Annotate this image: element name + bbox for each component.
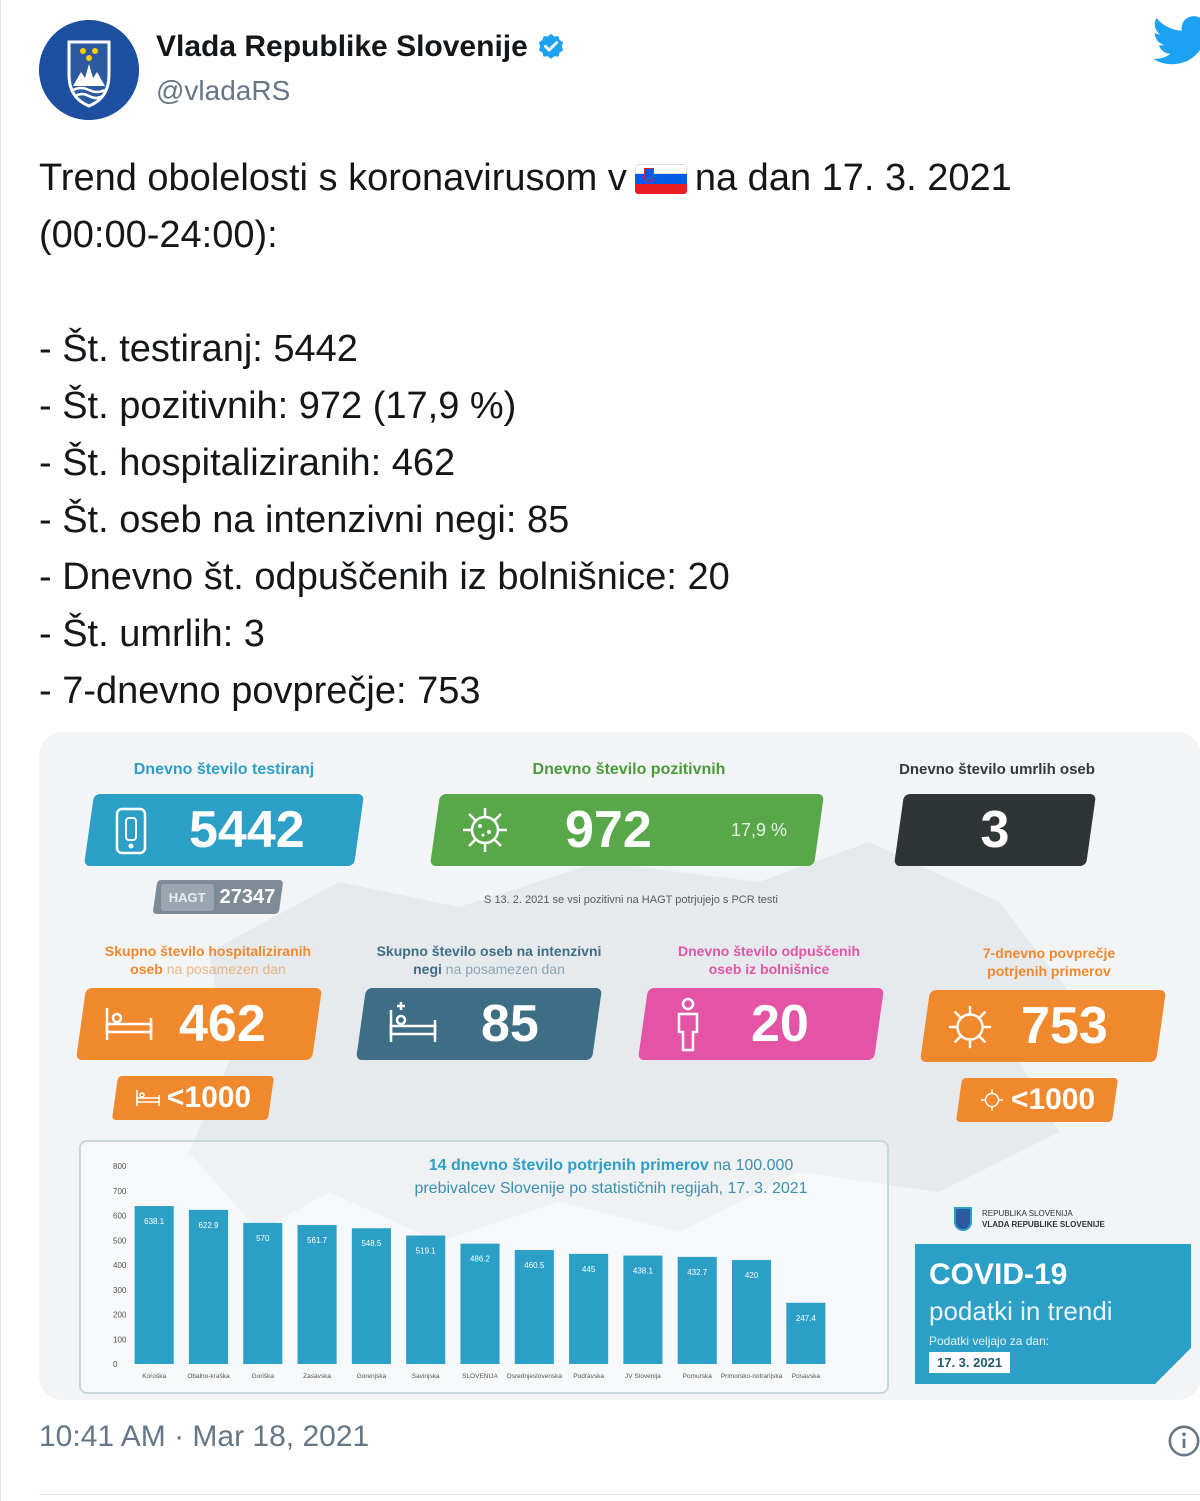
covid-infographic[interactable] — [39, 732, 1200, 1400]
covid-subtitle: podatki in trendi — [929, 1296, 1113, 1326]
author-handle[interactable]: @vladaRS — [156, 75, 291, 106]
covid-title-panel — [915, 1244, 1191, 1384]
verified-badge-icon — [536, 32, 566, 62]
y-tick-label: 700 — [113, 1186, 127, 1196]
tweet-stat-line: - Št. umrlih: 3 — [39, 613, 265, 655]
discharged-label — [649, 942, 889, 978]
x-category-label: Savinjska — [411, 1373, 440, 1380]
x-category-label: SLOVENIJA — [462, 1373, 498, 1380]
discharged-label-line2: oseb iz bolnišnice — [708, 961, 830, 977]
discharged-box — [638, 988, 884, 1060]
bar-value-label: 622.9 — [198, 1220, 219, 1230]
x-category-label: Primorsko-notranjska — [720, 1373, 783, 1380]
x-category-label: Pomurska — [682, 1373, 712, 1380]
bar-value-label: 432.7 — [687, 1267, 708, 1277]
hospitalized-label-soft: na posamezen dan — [166, 961, 286, 977]
x-category-label: Zasavska — [303, 1373, 331, 1380]
virus-icon — [459, 804, 511, 856]
tweet-stats-list — [39, 321, 1179, 720]
bar-value-label: 519.1 — [415, 1246, 436, 1256]
bar-value-label: 486.2 — [469, 1254, 491, 1264]
hospitalized-threshold: <1000 — [166, 1081, 252, 1114]
hospitalized-label-line1: Skupno število hospitaliziranih — [104, 943, 312, 959]
bar-value-label: 638.1 — [144, 1217, 165, 1227]
hospitalized-value: 462 — [179, 995, 266, 1053]
covid-date: 17. 3. 2021 — [929, 1352, 1010, 1373]
bar-value-label: 548.5 — [361, 1239, 382, 1249]
bed-icon — [103, 1004, 155, 1044]
positives-box — [430, 794, 824, 866]
hagt-pcr-note: S 13. 2. 2021 se vsi pozitivni na HAGT potrjujejo s PCR testi — [484, 894, 778, 906]
bar-value-label: 561.7 — [307, 1235, 328, 1245]
positives-label: Dnevno število pozitivnih — [532, 761, 726, 778]
author-name[interactable] — [156, 30, 566, 64]
tweet-stat-line: - Dnevno št. odpuščenih iz bolnišnice: 20 — [39, 556, 730, 598]
tweet-intro-text: Trend obolelosti s koronavirusom v — [39, 157, 627, 199]
y-tick-label: 600 — [113, 1211, 127, 1221]
positives-percent: 17,9 % — [731, 819, 788, 840]
bar — [243, 1223, 282, 1364]
gov-line2: VLADA REPUBLIKE SLOVENIJE — [982, 1220, 1105, 1229]
deaths-value: 3 — [980, 801, 1010, 859]
bar-value-label: 445 — [581, 1264, 596, 1274]
bar — [786, 1303, 825, 1364]
chart-title-normal: na 100.000 — [713, 1157, 794, 1174]
hospitalized-threshold-pill — [112, 1076, 274, 1120]
bar — [298, 1225, 337, 1364]
twitter-bird-icon[interactable] — [1153, 10, 1200, 70]
avg7-threshold: <1000 — [1010, 1083, 1096, 1116]
hospitalized-box — [76, 988, 322, 1060]
x-category-label: JV Slovenija — [625, 1373, 661, 1380]
icu-label-line1: Skupno število oseb na intenzivni — [376, 943, 602, 959]
y-tick-label: 400 — [113, 1261, 127, 1270]
hagt-label: HAGT — [161, 884, 214, 911]
y-tick-label: 200 — [113, 1310, 127, 1320]
info-icon[interactable] — [1167, 1424, 1200, 1458]
author-avatar[interactable] — [39, 20, 139, 120]
avg7-value: 753 — [1021, 997, 1108, 1055]
virus-icon — [979, 1087, 1005, 1113]
tweet-stat-line: - Št. testiranj: 5442 — [39, 328, 358, 370]
chart-title-bold: 14 dnevno število potrjenih primerov — [428, 1157, 709, 1174]
tweet-intro-line — [39, 150, 1179, 207]
tweet-text — [39, 150, 1179, 720]
avg7-label — [939, 944, 1159, 980]
icu-label-soft: na posamezen dan — [445, 961, 565, 977]
bar-value-label: 420 — [744, 1271, 759, 1281]
x-category-label: Osrednjeslovenska — [506, 1373, 562, 1380]
tweet-intro-date: na dan 17. 3. 2021 — [694, 157, 1012, 199]
hospitalized-label — [77, 942, 339, 978]
covid-title: COVID-19 — [929, 1258, 1068, 1291]
y-tick-label: 0 — [113, 1360, 118, 1369]
bar — [189, 1210, 228, 1364]
hospitalized-label-line2: oseb — [130, 961, 163, 977]
slovenia-flag-icon — [635, 164, 687, 194]
bed-icon — [135, 1087, 161, 1109]
person-icon — [673, 996, 703, 1052]
icu-label — [357, 942, 621, 978]
tests-value: 5442 — [189, 801, 305, 859]
test-tube-icon — [111, 806, 151, 856]
x-category-label: Posavska — [791, 1373, 820, 1380]
regional-cases-chart — [79, 1140, 889, 1394]
y-tick-label: 100 — [113, 1335, 127, 1345]
medical-bed-icon — [387, 1000, 439, 1046]
x-category-label: Goriška — [251, 1373, 274, 1380]
tweet-stat-line: - Št. oseb na intenzivni negi: 85 — [39, 499, 570, 541]
gov-line1: REPUBLIKA SLOVENIJA — [982, 1209, 1073, 1218]
tweet-timestamp[interactable]: 10:41 AM · Mar 18, 2021 — [39, 1420, 370, 1453]
avg7-label-line2: potrjenih primerov — [987, 963, 1111, 979]
author-name-text[interactable]: Vlada Republike Slovenije — [156, 30, 528, 63]
deaths-box — [894, 794, 1096, 866]
tweet-divider — [39, 1494, 1200, 1495]
tests-label: Dnevno število testiranj — [133, 761, 315, 778]
icu-box — [356, 988, 602, 1060]
bar — [352, 1228, 391, 1364]
avg7-threshold-pill — [956, 1078, 1118, 1122]
bar-chart-svg — [81, 1142, 887, 1392]
bar-value-label: 247.4 — [795, 1313, 816, 1323]
hagt-value: 27347 — [219, 885, 276, 908]
discharged-value: 20 — [751, 995, 809, 1053]
deaths-label: Dnevno število umrlih oseb — [899, 761, 1095, 778]
slovenia-crest-logo — [39, 20, 139, 120]
tests-box — [84, 794, 364, 866]
y-tick-label: 300 — [113, 1285, 127, 1295]
bar — [135, 1206, 174, 1364]
avg7-label-line1: 7-dnevno povprečje — [982, 945, 1116, 961]
x-category-label: Gorenjska — [356, 1373, 387, 1380]
gov-crest-icon — [954, 1207, 972, 1231]
positives-value: 972 — [565, 801, 652, 859]
y-tick-label: 800 — [113, 1162, 127, 1171]
x-category-label: Obalno-kraška — [187, 1373, 230, 1380]
icu-value: 85 — [481, 995, 539, 1053]
icu-label-line2: negi — [413, 961, 442, 977]
bar-value-label: 570 — [256, 1233, 270, 1243]
tweet-stat-line: - Št. hospitaliziranih: 462 — [39, 442, 456, 484]
covid-valid-label: Podatki veljajo za dan: — [929, 1334, 1050, 1348]
tweet-stat-line: - Št. pozitivnih: 972 (17,9 %) — [39, 385, 517, 427]
hagt-pill — [153, 880, 284, 914]
tweet-stat-line: - 7-dnevno povprečje: 753 — [39, 670, 481, 712]
tweet-intro-time: (00:00-24:00): — [39, 214, 278, 256]
x-category-label: Podravska — [573, 1373, 604, 1380]
virus-icon — [945, 1002, 995, 1052]
bar-value-label: 438.1 — [632, 1266, 653, 1276]
bar-value-label: 460.5 — [524, 1261, 545, 1271]
gov-logo — [954, 1204, 1174, 1234]
avg7-box — [920, 990, 1166, 1062]
y-tick-label: 500 — [113, 1236, 127, 1246]
discharged-label-line1: Dnevno število odpuščenih — [677, 943, 861, 959]
x-category-label: Koroška — [142, 1373, 167, 1380]
chart-title-line2: prebivalcev Slovenije po statističnih regijah, 17. 3. 2021 — [414, 1180, 808, 1197]
